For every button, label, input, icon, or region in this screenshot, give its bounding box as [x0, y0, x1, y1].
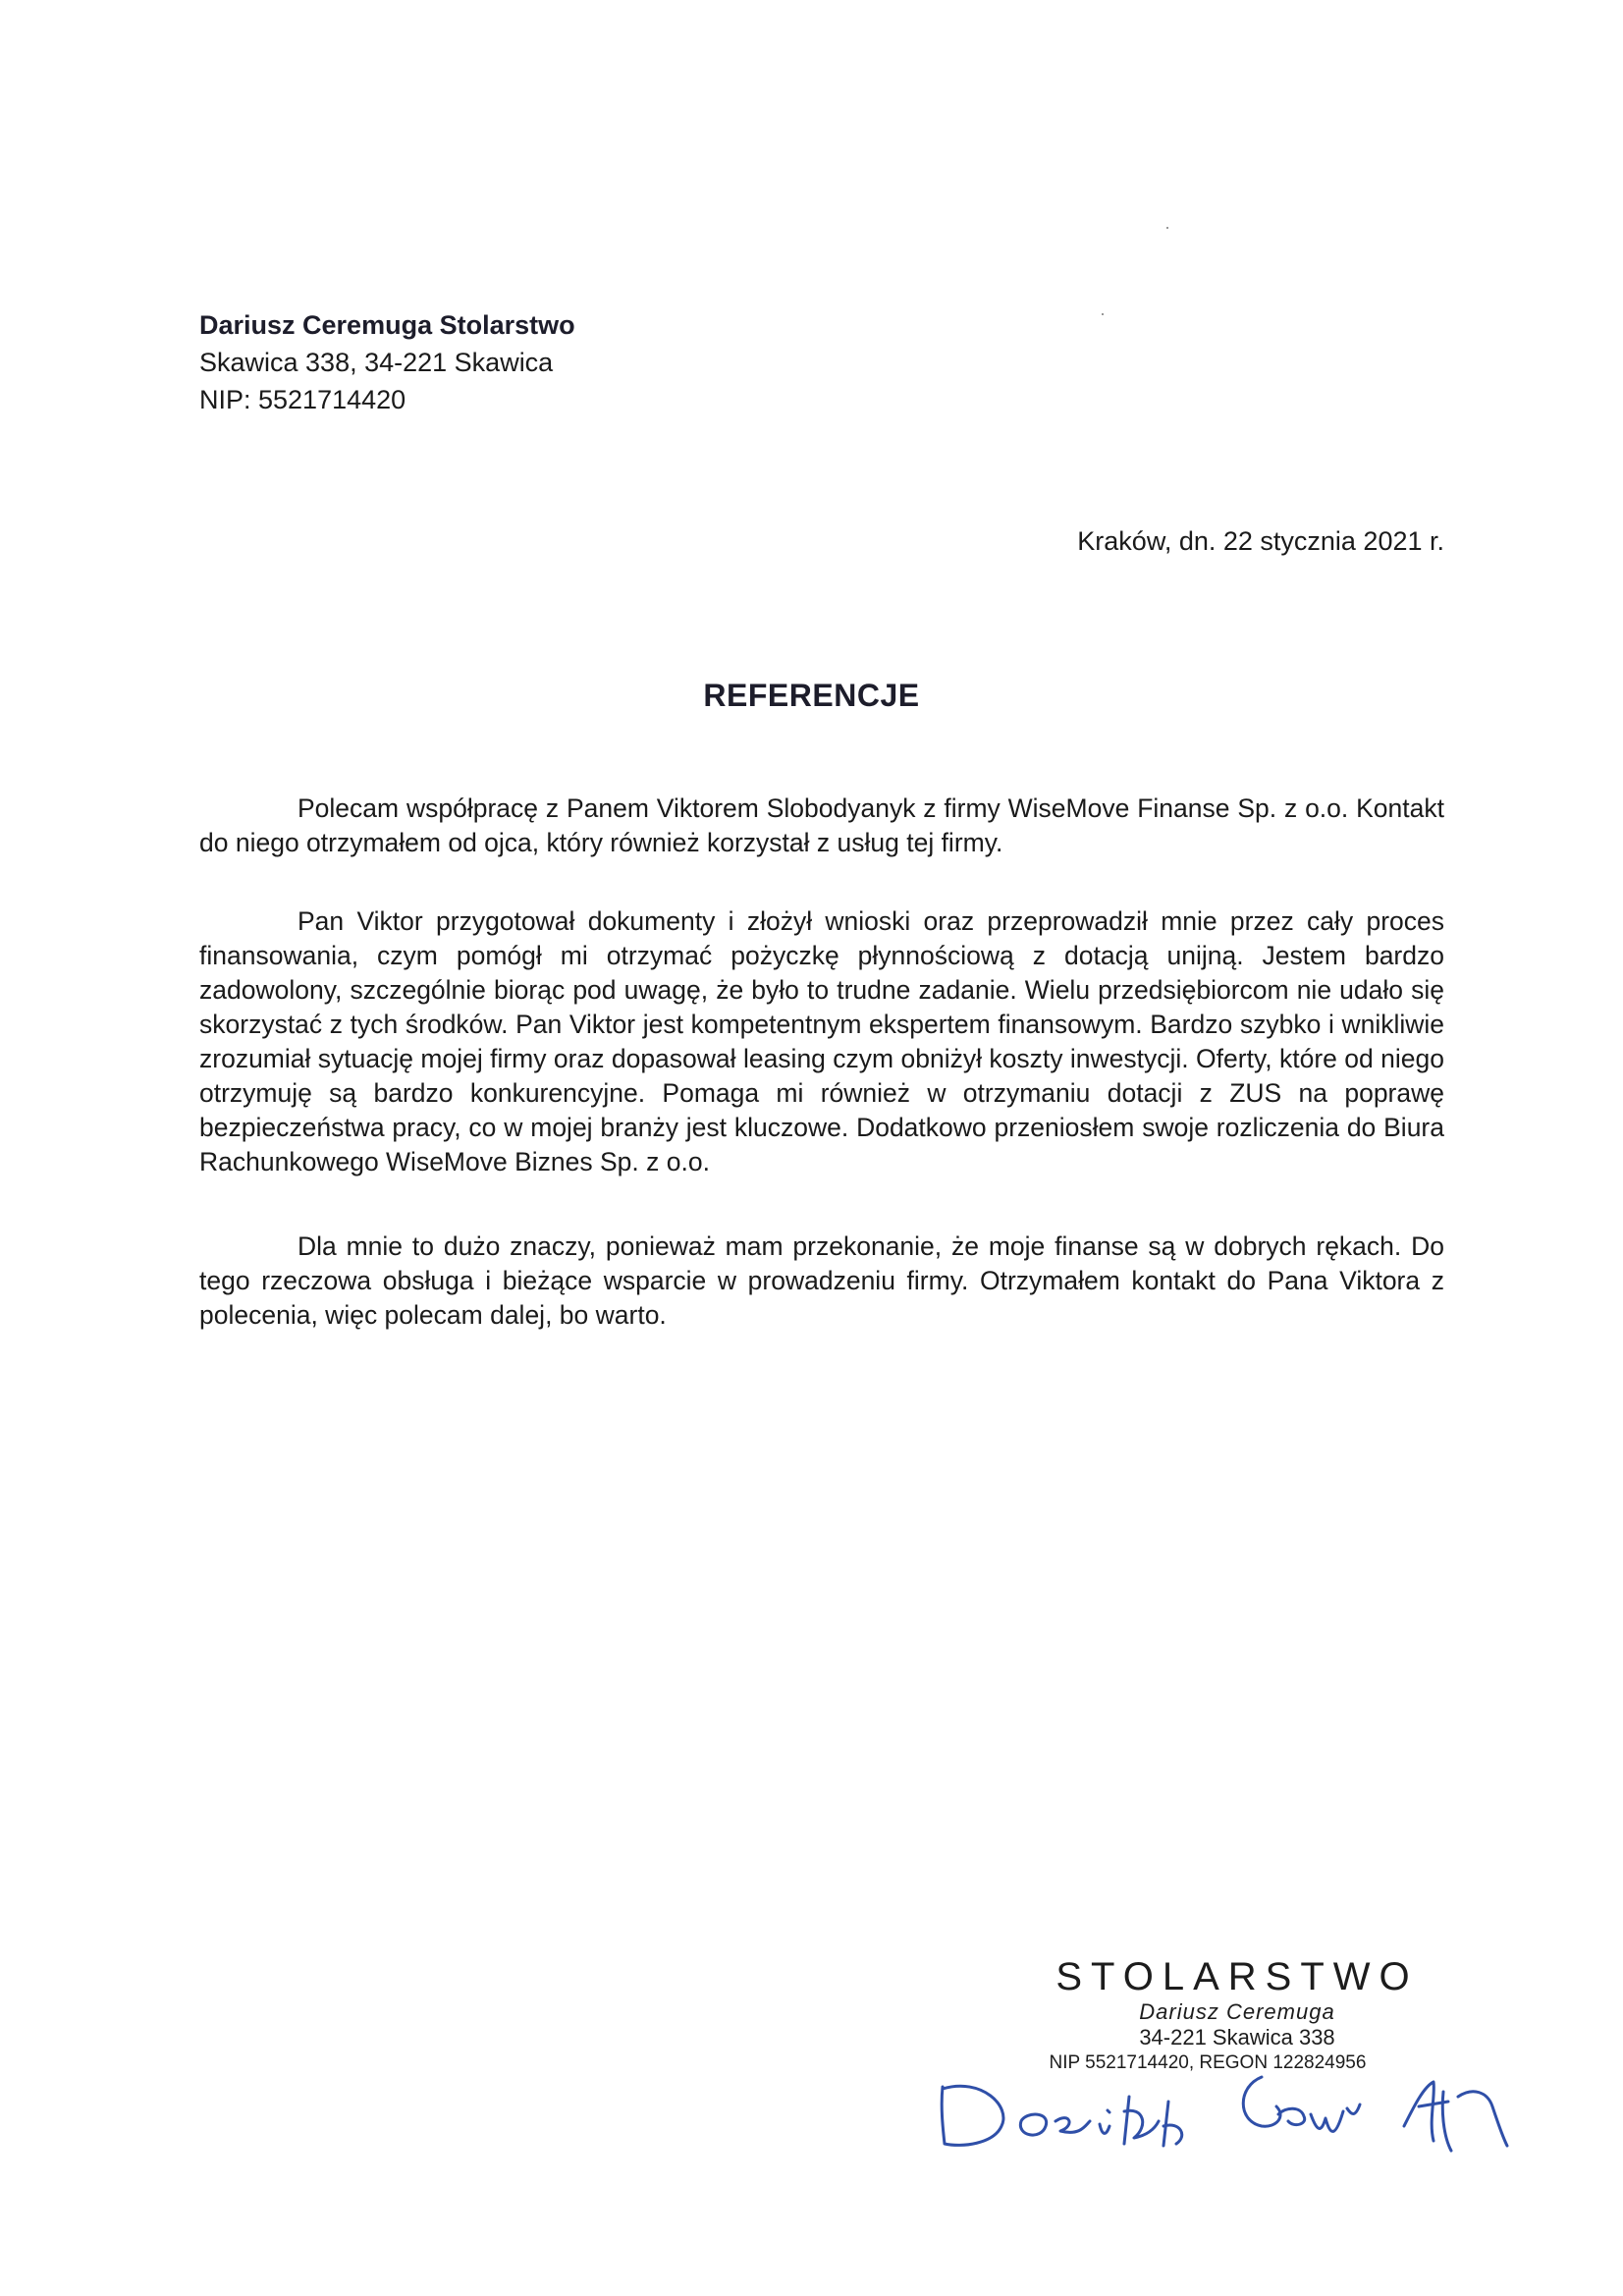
handwritten-signature — [923, 2067, 1512, 2156]
body-paragraph — [199, 792, 1444, 860]
body-paragraph — [199, 904, 1444, 1179]
signature-strokes — [942, 2077, 1507, 2151]
paragraph-text: Dla mnie to dużo znaczy, ponieważ mam przekonanie, że moje finanse są w dobrych rękach. Do tego rzeczowa obsługa i bieżące wsparcie w prowadzeniu firmy. Otrzymałem kontakt do Pana Viktora z polecenia, więc polecam dalej, bo warto. — [199, 1231, 1444, 1330]
company-stamp — [1011, 1954, 1463, 2076]
body-paragraph — [199, 1230, 1444, 1333]
stamp-title: STOLARSTWO — [1055, 1955, 1419, 1998]
stamp-address: 34-221 Skawica 338 — [1139, 2025, 1335, 2050]
paragraph-text: Polecam współpracę z Panem Viktorem Slobodyanyk z firmy WiseMove Finanse Sp. z o.o. Kontakt do niego otrzymałem od ojca, który również korzystał z usług tej firmy. — [199, 793, 1444, 857]
paragraph-text: Pan Viktor przygotował dokumenty i złożył wnioski oraz przeprowadził mnie przez cały proces finansowania, czym pomógł mi otrzymać pożyczkę płynnościową z dotacją unijną. Jestem bardzo zadowolony, szczególnie biorąc pod uwagę, że było to trudne zadanie. Wielu przedsiębiorcom nie udało się skorzystać z tych środków. Pan Viktor jest kompetentnym ekspertem finansowym. Bardzo szybko i wnikliwie zrozumiał sytuację mojej firmy oraz dopasował leasing czym obniżył koszty inwestycji. Oferty, które od niego otrzymuję są bardzo konkurencyjne. Pomaga mi również w otrzymaniu dotacji z ZUS na poprawę bezpieczeństwa pracy, co w mojej branży jest kluczowe. Dodatkowo przeniosłem swoje rozliczenia do Biura Rachunkowego WiseMove Biznes Sp. z o.o. — [199, 906, 1444, 1176]
stamp-owner: Dariusz Ceremuga — [1139, 1999, 1335, 2024]
scan-speck — [1166, 227, 1168, 229]
stamp-ids: NIP 5521714420, REGON 122824956 — [1049, 2052, 1367, 2073]
sender-name: Dariusz Ceremuga Stolarstwo — [199, 310, 575, 340]
scan-speck — [1102, 313, 1104, 315]
document-title: REFERENCJE — [703, 678, 920, 713]
sender-block — [199, 306, 575, 418]
sender-nip: NIP: 5521714420 — [199, 385, 406, 414]
date-line: Kraków, dn. 22 stycznia 2021 r. — [1077, 526, 1444, 556]
sender-address: Skawica 338, 34-221 Skawica — [199, 348, 554, 377]
